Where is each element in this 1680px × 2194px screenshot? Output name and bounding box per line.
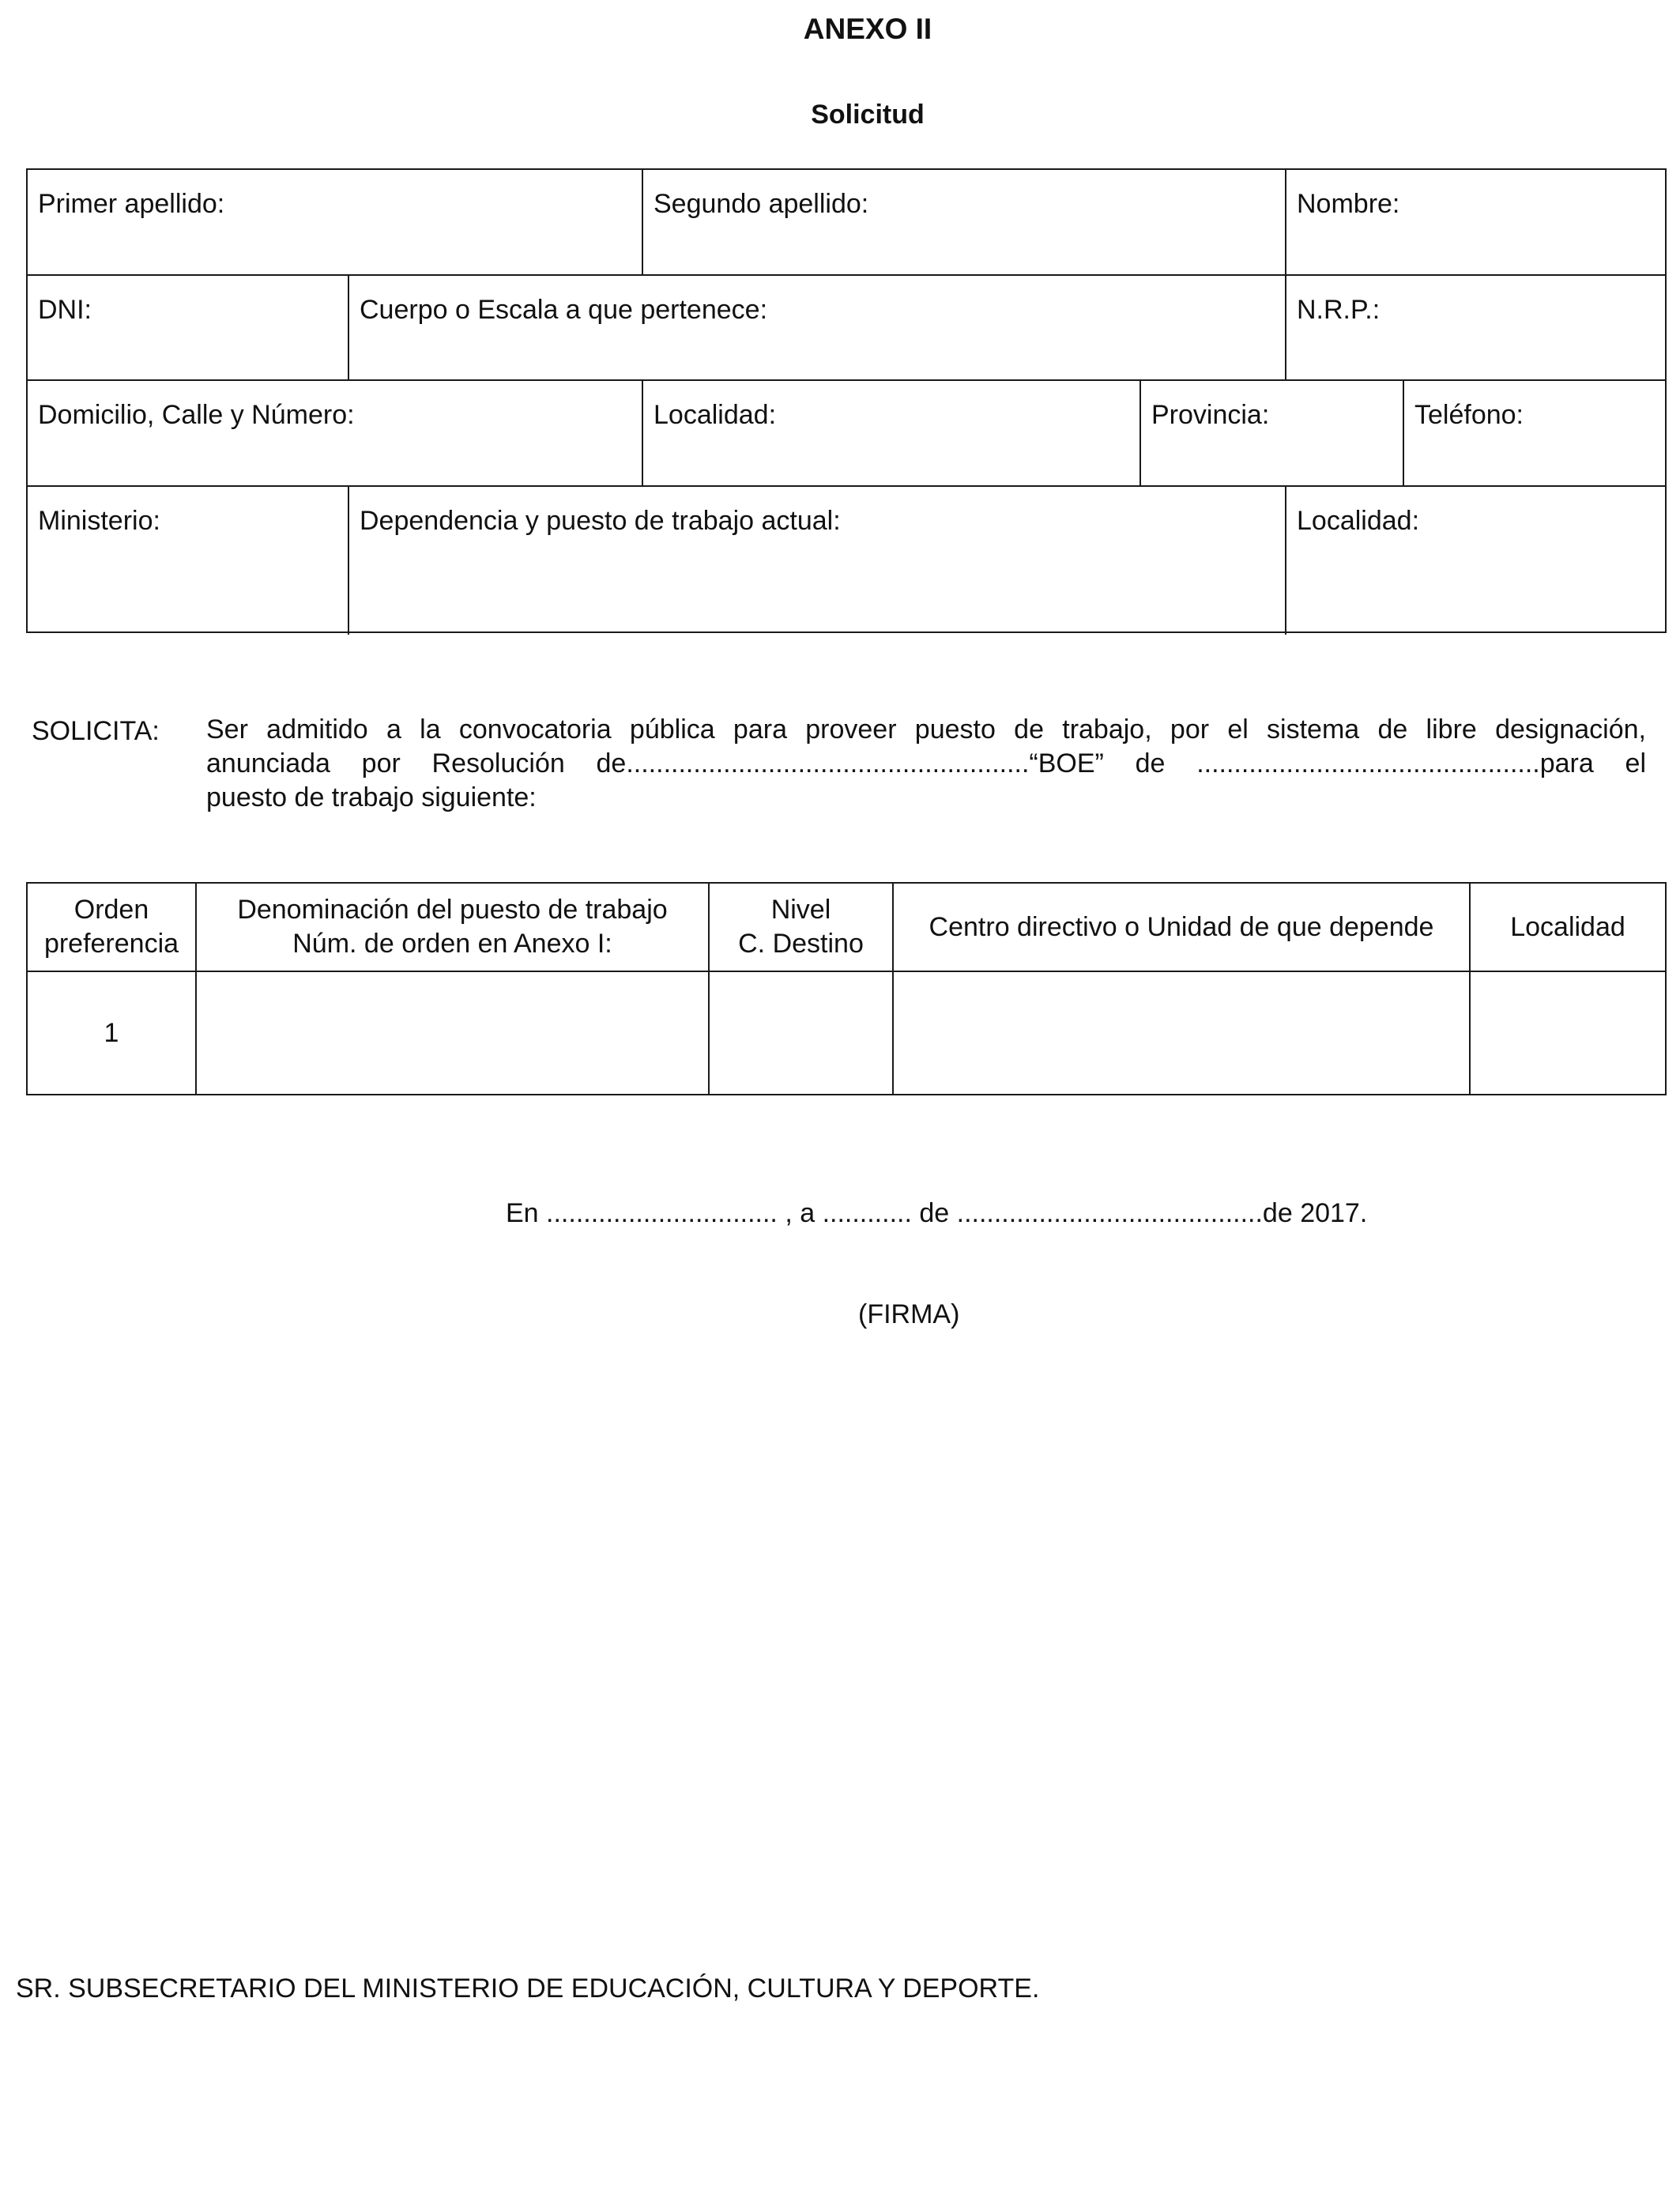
place-date-line: En ............................... , a ............ de .........................................de 2017.: [506, 1198, 1368, 1228]
header-nivel-line-2: C. Destino: [738, 929, 864, 959]
signature-label: (FIRMA): [858, 1299, 960, 1329]
solicita-line-3: puesto de trabajo siguiente:: [206, 782, 537, 812]
cell-nivel[interactable]: [710, 972, 894, 1094]
header-orden-line-1: Orden: [73, 895, 149, 925]
field-localidad-domicilio[interactable]: Localidad:: [643, 381, 1141, 485]
form-row-id: [28, 276, 1665, 381]
field-segundo-apellido[interactable]: Segundo apellido:: [643, 170, 1286, 274]
positions-table-header: [28, 884, 1665, 972]
form-row-address: [28, 381, 1665, 487]
document-title: ANEXO II: [803, 13, 932, 45]
header-denominacion-line-1: Denominación del puesto de trabajo: [237, 895, 668, 925]
header-localidad: [1471, 884, 1665, 971]
document-subtitle: Solicitud: [811, 100, 925, 130]
table-row: [28, 972, 1665, 1094]
solicita-line-2: anunciada por Resolución de......................................................“BOE” de ..............................................para el: [206, 748, 1646, 778]
cell-denominacion[interactable]: [197, 972, 710, 1094]
header-centro-text: Centro directivo o Unidad de que depende: [929, 911, 1434, 942]
header-centro-directivo: [894, 884, 1471, 971]
header-orden-line-2: preferencia: [43, 929, 179, 959]
positions-table: [26, 882, 1667, 1095]
form-row-names: [28, 170, 1665, 276]
cell-localidad[interactable]: [1471, 972, 1665, 1094]
field-ministerio[interactable]: Ministerio:: [28, 487, 349, 635]
solicita-paragraph: [206, 713, 1646, 815]
field-primer-apellido[interactable]: Primer apellido:: [28, 170, 643, 274]
field-cuerpo-escala[interactable]: Cuerpo o Escala a que pertenece:: [349, 276, 1286, 379]
field-domicilio[interactable]: Domicilio, Calle y Número:: [28, 381, 643, 485]
field-dependencia-puesto[interactable]: Dependencia y puesto de trabajo actual:: [349, 487, 1286, 635]
header-nivel: [710, 884, 894, 971]
form-row-work: [28, 487, 1665, 635]
header-nivel-line-1: Nivel: [770, 895, 831, 925]
header-denominacion: [197, 884, 710, 971]
header-orden-preferencia: [28, 884, 197, 971]
cell-orden: [28, 972, 197, 1094]
personal-data-form: [26, 168, 1667, 633]
field-nombre[interactable]: Nombre:: [1297, 189, 1400, 219]
addressee: SR. SUBSECRETARIO DEL MINISTERIO DE EDUCACIÓN, CULTURA Y DEPORTE.: [16, 1973, 1040, 2004]
field-telefono[interactable]: Teléfono:: [1414, 400, 1524, 430]
cell-orden-value: 1: [104, 1017, 119, 1048]
solicita-line-1: Ser admitido a la convocatoria pública para proveer puesto de trabajo, por el sistema de libre designación,: [206, 714, 1646, 745]
cell-centro-directivo[interactable]: [894, 972, 1471, 1094]
header-localidad-text: Localidad: [1510, 911, 1625, 942]
header-denominacion-line-2: Núm. de orden en Anexo I:: [292, 929, 612, 959]
field-nrp[interactable]: N.R.P.:: [1297, 295, 1381, 325]
solicita-label: SOLICITA:: [32, 716, 160, 746]
field-provincia[interactable]: Provincia:: [1141, 381, 1404, 485]
field-dni[interactable]: DNI:: [28, 276, 349, 379]
field-localidad-trabajo[interactable]: Localidad:: [1297, 506, 1420, 536]
